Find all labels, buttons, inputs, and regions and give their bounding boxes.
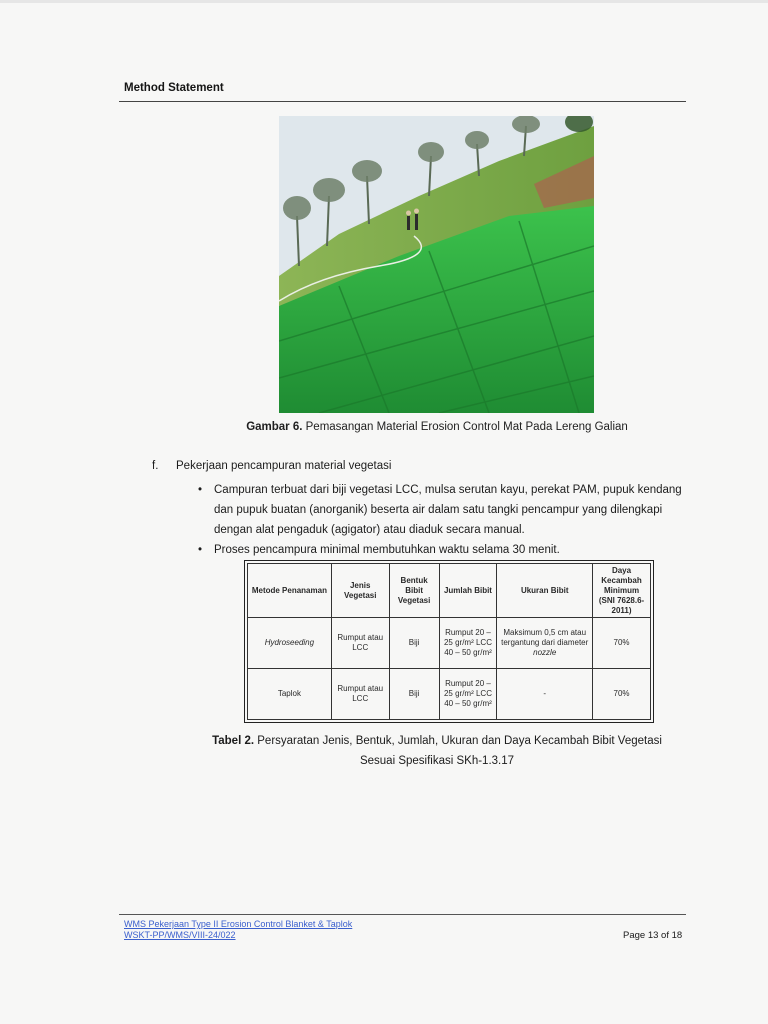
figure-caption <box>0 421 768 433</box>
section-heading: Pekerjaan pencampuran material vegetasi <box>176 460 392 472</box>
table-header-cell: Jumlah Bibit <box>439 564 497 618</box>
cell-text: Maksimum 0,5 cm atau tergantung dari diameter <box>501 628 589 647</box>
table-cell: Rumput atau LCC <box>331 669 389 720</box>
table-header-cell: Jenis Vegetasi <box>331 564 389 618</box>
table-header-cell: Ukuran Bibit <box>497 564 593 618</box>
figure-caption-label: Gambar 6. <box>246 421 303 433</box>
table-caption-line1: Persyaratan Jenis, Bentuk, Jumlah, Ukuran dan Daya Kecambah Bibit Vegetasi <box>254 735 662 747</box>
table-cell <box>497 618 593 669</box>
page-number: Page 13 of 18 <box>623 930 683 941</box>
page-top-line <box>0 0 768 3</box>
bullet-list <box>198 480 688 560</box>
table-cell: Taplok <box>248 669 332 720</box>
table-cell: Biji <box>389 669 439 720</box>
table-caption <box>0 731 768 771</box>
table-cell: Rumput atau LCC <box>331 618 389 669</box>
figure-caption-text: Pemasangan Material Erosion Control Mat Pada Lereng Galian <box>302 421 628 433</box>
header-rule <box>119 101 686 102</box>
bullet-text: Proses pencampura minimal membutuhkan waktu selama 30 menit. <box>214 544 560 556</box>
table-cell <box>497 669 593 720</box>
bullet-dot-icon: • <box>198 544 203 556</box>
table-header-cell: Bentuk Bibit Vegetasi <box>389 564 439 618</box>
table-cell: Rumput 20 – 25 gr/m² LCC 40 – 50 gr/m² <box>439 618 497 669</box>
header-title: Method Statement <box>124 82 224 94</box>
bullet-item <box>198 480 688 540</box>
photo-illustration <box>279 116 594 413</box>
bullet-item <box>198 540 688 560</box>
footer-doc-number-link[interactable]: WSKT-PP/WMS/VIII-24/022 <box>124 930 236 940</box>
table-header-row <box>248 564 651 618</box>
section-marker: f. <box>152 460 159 472</box>
table-cell: Biji <box>389 618 439 669</box>
footer-rule <box>119 914 686 915</box>
bullet-dot-icon: • <box>198 484 203 496</box>
table-cell: Rumput 20 – 25 gr/m² LCC 40 – 50 gr/m² <box>439 669 497 720</box>
table-cell: 70% <box>593 618 651 669</box>
footer-document-info <box>124 919 352 941</box>
table-cell: 70% <box>593 669 651 720</box>
requirements-table <box>247 563 651 720</box>
cell-text-italic: nozzle <box>533 648 557 657</box>
table-caption-label: Tabel 2. <box>212 735 255 747</box>
table-caption-line2: Sesuai Spesifikasi SKh-1.3.17 <box>359 755 515 767</box>
cell-text: - <box>543 689 547 698</box>
bullet-text: Campuran terbuat dari biji vegetasi LCC, mulsa serutan kayu, perekat PAM, pupuk kendang dan pupuk buatan (anorganik) beserta air dalam satu tangki pencampur yang dilengkapi dengan alat pengaduk (agigator) atau diaduk secara manual. <box>214 484 682 536</box>
requirements-table-frame <box>244 560 654 723</box>
table-row <box>248 669 651 720</box>
table-header-cell: Daya Kecambah Minimum (SNI 7628.6-2011) <box>593 564 651 618</box>
erosion-control-photo <box>279 116 594 413</box>
table-row <box>248 618 651 669</box>
table-header-cell: Metode Penanaman <box>248 564 332 618</box>
table-cell: Hydroseeding <box>248 618 332 669</box>
footer-doc-title-link[interactable]: WMS Pekerjaan Type II Erosion Control Blanket & Taplok <box>124 919 353 929</box>
